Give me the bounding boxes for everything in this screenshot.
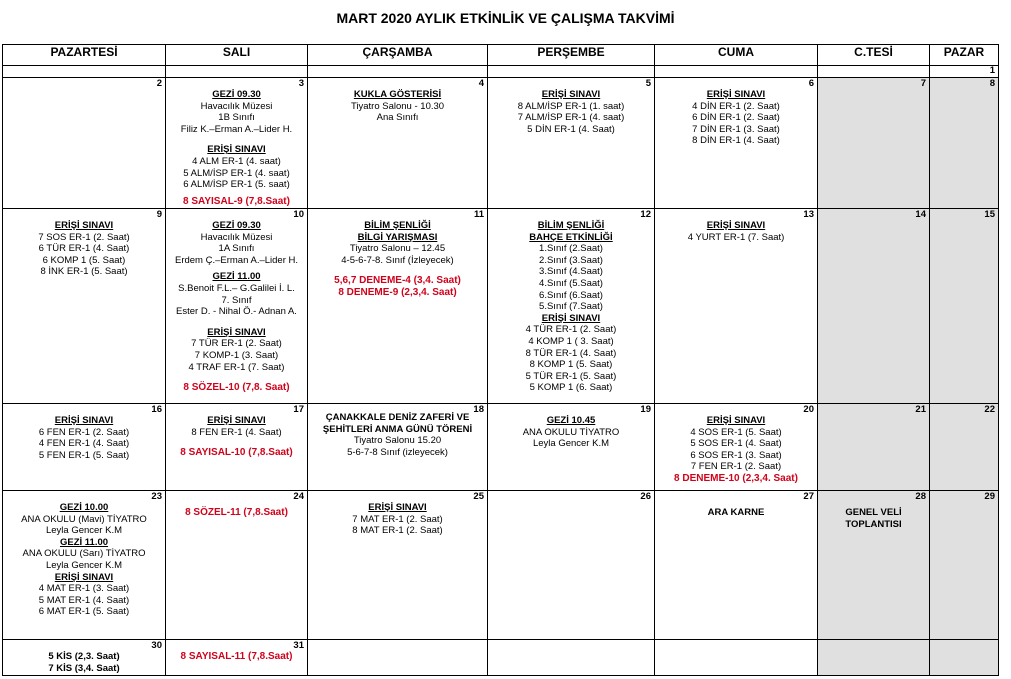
day-cell [308,66,488,78]
event-block [308,412,487,458]
event-block [655,89,817,147]
day-number: 7 [920,78,926,89]
event-title: GEZİ 10.00 [59,502,109,513]
event-title: ERİŞİ SINAVI [706,415,766,426]
event-line: 4 SOS ER-1 (5. Saat) [690,426,782,438]
header-monday: PAZARTESİ [3,45,166,66]
event-line: Tiyatro Salonu – 12.45 [349,243,446,255]
event-line: Ana Sınıfı [376,112,419,124]
event-line: Havacılık Müzesi [200,100,273,112]
event-block [3,220,165,278]
event-title: GEZİ 11.00 [212,271,261,283]
day-number: 18 [473,404,484,415]
event-title: ŞEHİTLERİ ANMA GÜNÜ TÖRENİ [322,423,473,435]
event-title: ERİŞİ SINAVI [541,89,601,100]
day-number: 6 [808,78,814,89]
day-number: 4 [478,78,484,89]
day-number: 5 [645,78,651,89]
event-title: KUKLA GÖSTERİSİ [353,89,442,100]
event-line: 8 KOMP 1 (5. Saat) [529,359,613,371]
event-title: ERİŞİ SINAVI [706,220,766,231]
event-block [488,220,654,394]
day-cell-20 [655,404,818,491]
event-block [655,502,817,519]
day-cell [166,66,308,78]
exam-note: 8 SAYISAL-10 (7,8.Saat) [180,447,293,459]
event-line: 4 FEN ER-1 (4. Saat) [38,438,130,450]
event-block [655,220,817,243]
event-line: ANA OKULU TİYATRO [522,426,620,438]
event-line: 7 MAT ER-1 (2. Saat) [352,513,443,525]
day-cell-28 [818,491,930,640]
day-cell [308,640,488,676]
event-line: Erdem Ç.–Erman A.–Lider H. [174,254,299,266]
event-title: GEZİ 09.30 [212,89,261,100]
event-line: 5 MAT ER-1 (4. Saat) [38,594,130,606]
event-line: 5 KİS (2,3. Saat) [48,651,120,662]
event-title: ERİŞİ SINAVI [54,415,114,426]
day-number: 19 [640,404,651,415]
event-title: ERİŞİ SINAVI [706,89,766,100]
event-title: GEZİ 10.45 [546,415,596,426]
event-title: GEZİ 11.00 [59,536,109,548]
day-number: 28 [915,491,926,502]
day-cell [930,640,999,676]
day-number: 27 [803,491,814,502]
day-cell-27 [655,491,818,640]
event-block [3,415,165,461]
event-line: 7 TÜR ER-1 (2. Saat) [191,338,282,350]
day-cell-23 [3,491,166,640]
event-line: 4-5-6-7-8. Sınıf (İzleyecek) [341,254,454,266]
event-block [166,502,307,519]
event-block [308,89,487,124]
event-line: 7 SOS ER-1 (2. Saat) [38,231,130,243]
day-cell-12 [488,209,655,404]
event-line: 7 KOMP-1 (3. Saat) [194,349,279,361]
event-block [488,89,654,135]
event-line: Havacılık Müzesi [200,231,273,243]
day-cell-19 [488,404,655,491]
day-number: 9 [156,209,162,220]
day-cell-25 [308,491,488,640]
week-row-3 [3,404,999,491]
day-cell-8 [930,78,999,209]
event-line: 8 FEN ER-1 (4. Saat) [191,426,282,438]
event-line: 5-6-7-8 Sınıf (izleyecek) [347,446,448,458]
day-number: 16 [151,404,162,415]
day-cell-2 [3,78,166,209]
header-wednesday: ÇARŞAMBA [308,45,488,66]
event-title: BİLİM ŞENLİĞİ [537,220,605,231]
day-cell-14 [818,209,930,404]
event-line: 7 DİN ER-1 (3. Saat) [692,123,780,135]
event-block [488,415,654,450]
header-friday: CUMA [655,45,818,66]
event-line: 8 ALM/İSP ER-1 (1. saat) [517,100,625,112]
day-cell-10 [166,209,308,404]
event-line: 2.Sınıf (3.Saat) [539,254,603,266]
day-number: 26 [640,491,651,502]
day-cell-6 [655,78,818,209]
day-cell-24 [166,491,308,640]
exam-note: 5,6,7 DENEME-4 (3,4. Saat) [334,275,461,287]
header-thursday: PERŞEMBE [488,45,655,66]
day-cell-7 [818,78,930,209]
event-title: ERİŞİ SINAVI [207,144,266,156]
event-line: 6.Sınıf (6.Saat) [539,289,603,301]
event-line: Tiyatro Salonu - 10.30 [350,100,445,112]
week-row-4 [3,491,999,640]
week-row-5 [3,640,999,676]
event-line: S.Benoit F.L.– G.Galilei İ. L. [178,282,295,294]
day-number: 14 [915,209,926,220]
event-line: Leyla Gencer K.M [45,559,123,571]
day-cell-11 [308,209,488,404]
day-number: 22 [984,404,995,415]
page-title: MART 2020 AYLIK ETKİNLİK VE ÇALIŞMA TAKVİMİ [336,10,675,26]
event-title: ERİŞİ SINAVI [207,326,266,338]
day-number: 29 [984,491,995,502]
event-line: 5 TÜR ER-1 (5. Saat) [525,370,617,382]
event-block [818,502,929,530]
day-cell-21 [818,404,930,491]
day-cell-29 [930,491,999,640]
week-row-1 [3,78,999,209]
exam-note: 8 SÖZEL-11 (7,8.Saat) [185,507,288,518]
event-line: 4 YURT ER-1 (7. Saat) [687,231,785,243]
event-line: 6 FEN ER-1 (2. Saat) [38,426,130,438]
event-title: ÇANAKKALE DENİZ ZAFERİ VE [325,412,470,423]
event-line: 7 FEN ER-1 (2. Saat) [690,461,782,473]
event-line: 6 TÜR ER-1 (4. Saat) [38,243,130,255]
event-title: BAHÇE ETKİNLİĞİ [529,231,613,243]
event-line: Ester D. - Nihal Ö.- Adnan A. [176,306,297,318]
event-line: 8 İNK ER-1 (5. Saat) [40,266,128,278]
event-block [166,220,307,394]
header-row [3,45,999,66]
event-line: 1A Sınıfı [218,243,255,255]
day-number: 12 [640,209,651,220]
day-cell [818,66,930,78]
event-line: 6 DİN ER-1 (2. Saat) [692,112,780,124]
day-cell-1 [930,66,999,78]
event-line: 6 ALM/İSP ER-1 (5. saat) [183,179,290,191]
event-title: ERİŞİ SINAVI [541,312,601,324]
event-line: Tiyatro Salonu 15.20 [353,435,442,447]
day-cell-13 [655,209,818,404]
day-cell-3 [166,78,308,209]
day-cell [655,640,818,676]
event-line: 7 KİS (3,4. Saat) [48,662,120,674]
event-block [308,220,487,299]
day-cell [488,66,655,78]
event-line: 4 TÜR ER-1 (2. Saat) [525,324,617,336]
header-saturday: C.TESİ [818,45,930,66]
event-line: 7 ALM/İSP ER-1 (4. saat) [517,112,625,124]
day-cell-16 [3,404,166,491]
event-title: ARA KARNE [707,507,765,518]
day-number: 17 [293,404,304,415]
day-cell-4 [308,78,488,209]
day-cell [818,640,930,676]
day-number: 8 [989,78,995,89]
event-line: 1.Sınıf (2.Saat) [539,243,603,255]
day-number: 10 [293,209,304,220]
event-title: BİLİM ŞENLİĞİ [364,220,431,231]
event-block [3,651,165,674]
day-cell-30 [3,640,166,676]
event-line: 4.Sınıf (5.Saat) [539,277,603,289]
day-number: 21 [915,404,926,415]
event-line: 5 ALM/İSP ER-1 (4. saat) [183,167,290,179]
week-row-0 [3,66,999,78]
exam-note: 8 DENEME-10 (2,3,4. Saat) [674,472,798,484]
event-line: 4 MAT ER-1 (3. Saat) [38,583,130,595]
header-tuesday: SALI [166,45,308,66]
week-row-2 [3,209,999,404]
event-line: 3.Sınıf (4.Saat) [539,266,603,278]
day-number: 31 [293,640,304,651]
day-cell-17 [166,404,308,491]
day-number: 13 [803,209,814,220]
event-title: ERİŞİ SINAVI [54,220,114,231]
event-line: 8 MAT ER-1 (2. Saat) [352,525,443,537]
day-cell [655,66,818,78]
day-number: 11 [473,209,484,220]
event-line: Filiz K.–Erman A.–Lider H. [180,123,293,135]
event-line: 5 KOMP 1 (6. Saat) [529,382,613,394]
exam-note: 8 DENEME-9 (2,3,4. Saat) [338,286,457,298]
event-line: 6 MAT ER-1 (5. Saat) [38,606,130,618]
event-line: 7. Sınıf [221,294,252,306]
event-line: ANA OKULU (Mavi) TİYATRO [21,513,147,525]
event-title: BİLGİ YARIŞMASI [357,231,438,243]
day-number: 23 [151,491,162,502]
exam-note: 8 SAYISAL-11 (7,8.Saat) [180,651,293,662]
day-number: 20 [803,404,814,415]
event-line: 6 SOS ER-1 (3. Saat) [690,449,782,461]
event-block [308,502,487,537]
event-block [655,415,817,485]
day-number: 3 [298,78,304,89]
day-cell-22 [930,404,999,491]
event-title: GENEL VELİ [845,507,902,518]
day-cell-15 [930,209,999,404]
day-cell-26 [488,491,655,640]
event-line: 1B Sınıfı [218,112,255,124]
exam-note: 8 SÖZEL-10 (7,8. Saat) [183,382,290,394]
event-title: ERİŞİ SINAVI [207,415,266,426]
event-title: ERİŞİ SINAVI [368,502,427,513]
event-title: TOPLANTISI [845,518,902,530]
day-number: 25 [473,491,484,502]
day-number: 15 [984,209,995,220]
event-line: 8 DİN ER-1 (4. Saat) [692,135,780,147]
event-line: 5 FEN ER-1 (5. Saat) [38,449,130,461]
day-cell-18 [308,404,488,491]
event-block [166,89,307,207]
event-line: 8 TÜR ER-1 (4. Saat) [525,347,617,359]
event-line: 5.Sınıf (7.Saat) [539,301,603,313]
exam-note: 8 SAYISAL-9 (7,8.Saat) [183,195,290,207]
day-number: 2 [156,78,162,89]
event-line: Leyla Gencer K.M [45,525,123,537]
event-block [166,415,307,459]
event-line: 4 ALM ER-1 (4. saat) [192,155,281,167]
event-line: 4 DİN ER-1 (2. Saat) [692,100,780,112]
event-block [3,502,165,618]
day-cell [3,66,166,78]
event-line: 4 KOMP 1 ( 3. Saat) [528,335,614,347]
day-number: 24 [293,491,304,502]
day-number: 30 [151,640,162,651]
day-cell [488,640,655,676]
day-cell-5 [488,78,655,209]
event-block [166,651,307,663]
day-cell-9 [3,209,166,404]
event-title: ERİŞİ SINAVI [54,571,114,583]
event-line: 6 KOMP 1 (5. Saat) [42,254,126,266]
event-line: ANA OKULU (Sarı) TİYATRO [22,548,146,560]
event-line: 5 SOS ER-1 (4. Saat) [690,438,782,450]
day-cell-31 [166,640,308,676]
event-line: 5 DİN ER-1 (4. Saat) [527,123,615,135]
event-line: 4 TRAF ER-1 (7. Saat) [188,361,285,373]
day-number: 1 [989,65,995,76]
event-line: Leyla Gencer K.M [532,438,610,450]
calendar-table [2,44,999,676]
event-title: GEZİ 09.30 [212,220,261,231]
header-sunday: PAZAR [930,45,999,66]
